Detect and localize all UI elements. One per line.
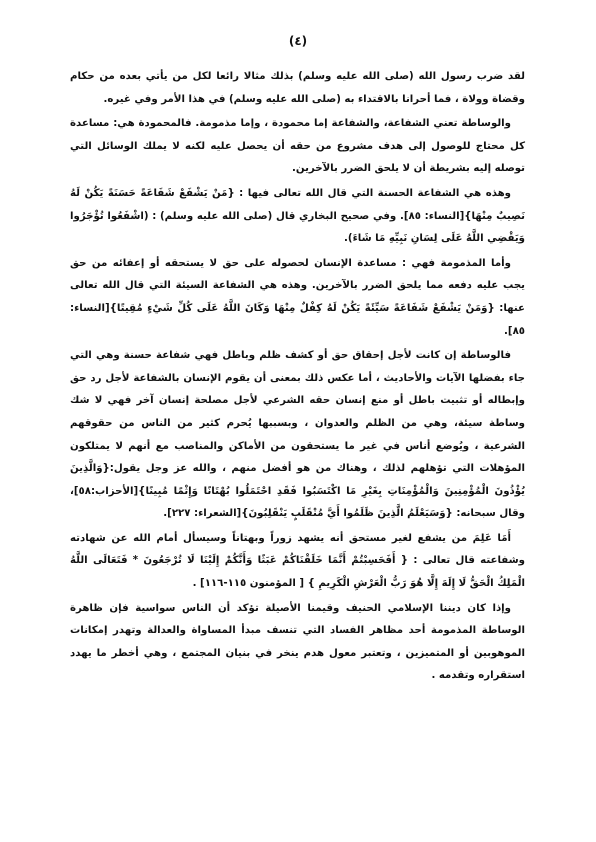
- paragraph-3: وهذه هي الشفاعة الحسنة التي قال الله تعالى فيها : {مَنْ يَشْفَعْ شَفَاعَةً حَسَنَةً يَكُنْ لَهُ نَصِيبٌ مِنْهَا}[النساء: ٨٥]. وفي صحيح البخاري قال (صلى الله عليه وسلم) : (اشْفَعُوا تُؤْجَرُوا وَيَقْضِي اللَّهُ عَلَى لِسَانِ نَبِيِّهِ مَا شَاءَ).: [70, 187, 525, 245]
- paragraph-5: فالوساطة إن كانت لأجل إحقاق حق أو كشف ظلم وباطل فهي شفاعة حسنة وهي التي جاء بفضلها الآيات والأحاديث ، أما عكس ذلك بمعنى أن يقوم الإنسان بالشفاعة لأجل رد حق وإبطاله أو تثبيت باطل أو منع إنسان حقه الشرعي لأجل مصلحة إنسان آخر فهي لا شك وساطة سيئة، وهي من الظلم والعدوان ، وبسببها يُحرم كثير من الناس من حقوقهم الشرعية ، ويُوضع أناس في غير ما يستحقون من الأماكن والمناصب مع أنهم لا يمتلكون المؤهلات التي تؤهلهم لذلك ، وهناك من هو أفضل منهم ، والله عز وجل يقول:{وَالَّذِينَ يُؤْذُونَ الْمُؤْمِنِينَ وَالْمُؤْمِنَاتِ بِغَيْرِ مَا اكْتَسَبُوا فَقَدِ احْتَمَلُوا بُهْتَانًا وَإِثْمًا مُبِينًا}[الأحزاب:٥٨]، وقال سبحانه: {وَسَيَعْلَمُ الَّذِينَ ظَلَمُوا أَيَّ مُنْقَلَبٍ يَنْقَلِبُونَ}[الشعراء: ٢٢٧].: [70, 350, 525, 520]
- paragraph-6: أَمَا عَلِمَ من يشفع لغير مستحق أنه يشهد زوراً وبهتاناً وسيسأل أمام الله عن شهادته وشفاعته قال تعالى : { أَفَحَسِبْتُمْ أَنَّمَا خَلَقْنَاكُمْ عَبَثًا وَأَنَّكُمْ إِلَيْنَا لَا تُرْجَعُونَ * فَتَعَالَى اللَّهُ الْمَلِكُ الْحَقُّ لَا إِلَهَ إِلَّا هُوَ رَبُّ الْعَرْشِ الْكَرِيمِ } [ المؤمنون ١١٥-١١٦] .: [70, 532, 525, 590]
- page-body: [70, 66, 525, 688]
- page-number: (٤): [288, 34, 308, 48]
- paragraph-4: وأما المذمومة فهي : مساعدة الإنسان لحصوله على حق لا يستحقه أو إعفائه من حق يجب عليه دفعه مما يلحق الضرر بالآخرين. وهذه هي الشفاعة السيئة التي قال الله تعالى عنها: {وَمَنْ يَشْفَعْ شَفَاعَةً سَيِّئَةً يَكُنْ لَهُ كِفْلٌ مِنْهَا وَكَانَ اللَّهُ عَلَى كُلِّ شَيْءٍ مُقِيتًا}[النساء: ٨٥].: [70, 257, 525, 337]
- paragraph-2: والوساطة تعني الشفاعة، والشفاعة إما محمودة ، وإما مذمومة. فالمحمودة هي: مساعدة كل محتاج للوصول إلى هدف مشروع من حقه أن يحصل عليه لكنه لا يملك الوسائل التي توصله إليه بشريطة أن لا يلحق الضرر بالآخرين.: [70, 118, 525, 175]
- paragraph-1: لقد ضرب رسول الله (صلى الله عليه وسلم) بذلك مثالا رائعا لكل من يأتي بعده من حكام وقضاة وولاة ، فما أحرانا بالاقتداء به (صلى الله عليه وسلم) في هذا الأمر وفي غيره.: [70, 71, 525, 105]
- paragraph-7: وإذا كان ديننا الإسلامي الحنيف وقيمنا الأصيلة تؤكد أن الناس سواسية فإن ظاهرة الوساطة المذمومة أحد مظاهر الفساد التي تنسف مبدأ المساواة والعدالة وتهدر إمكانات الموهوبين أو المتميزين ، وتعتبر معول هدم ينخر في بنيان المجتمع ، وهي أخطر ما يهدد استقراره وتقدمه .: [70, 602, 525, 682]
